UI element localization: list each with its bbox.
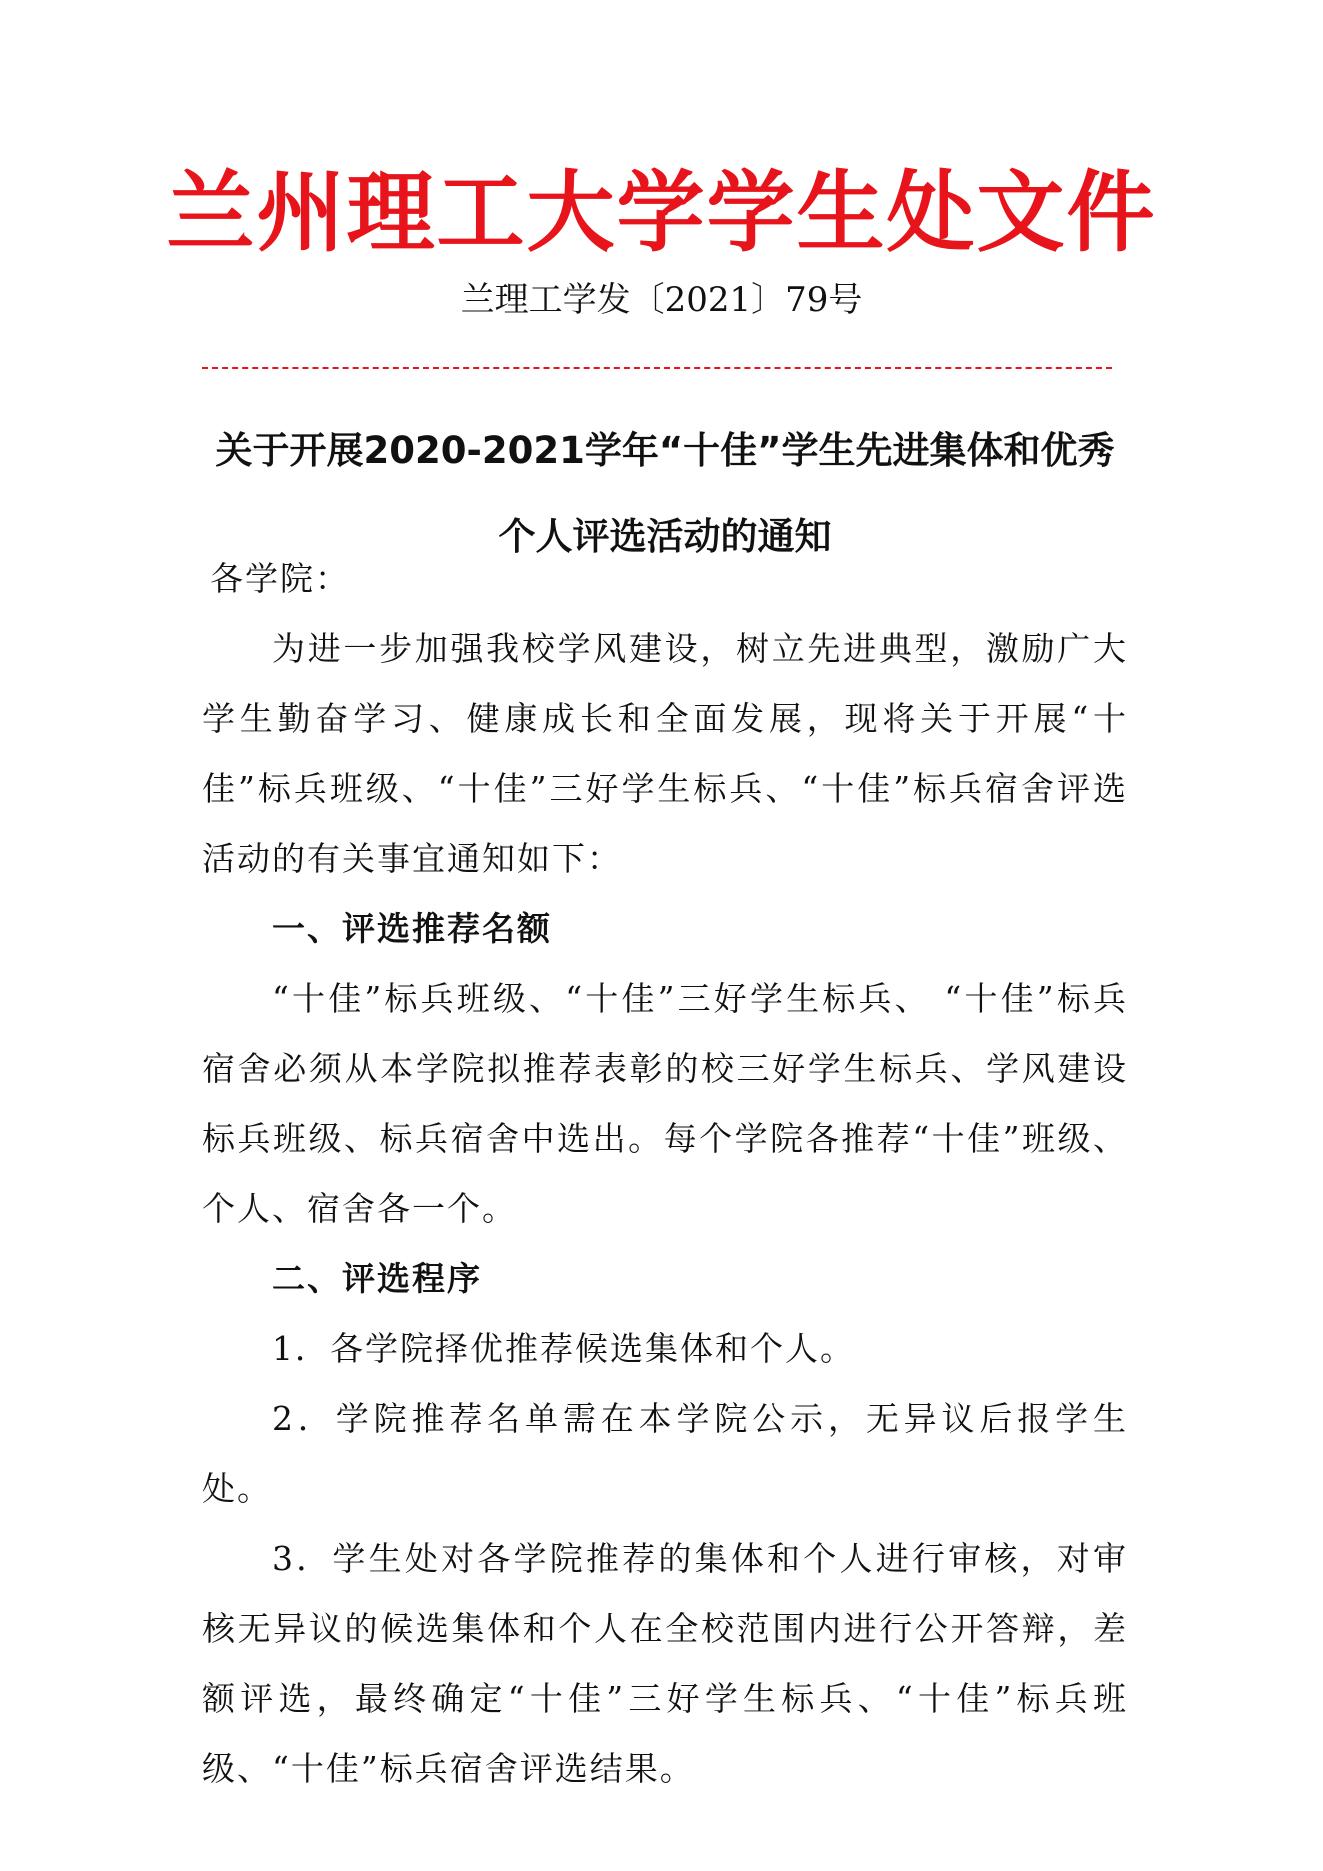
section-heading-procedure: 二、评选程序 bbox=[272, 1259, 482, 1298]
intro-paragraph: 为进一步加强我校学风建设，树立先进典型，激励广大学生勤奋学习、健康成长和全面发展，现将关于开展“十佳”标兵班级、“十佳”三好学生标兵、“十佳”标兵宿舍评选活动的有关事宜通知如下： bbox=[202, 629, 1128, 878]
section-quota-paragraph: “十佳”标兵班级、“十佳”三好学生标兵、 “十佳”标兵宿舍必须从本学院拟推荐表彰的校三好学生标兵、学风建设标兵班级、标兵宿舍中选出。每个学院各推荐“十佳”班级、个人、宿舍各一个。 bbox=[202, 979, 1128, 1228]
procedure-step: 2．学院推荐名单需在本学院公示，无异议后报学生处。 bbox=[202, 1399, 1128, 1508]
procedure-step: 1．各学院择优推荐候选集体和个人。 bbox=[272, 1329, 855, 1368]
document-number: 兰理工学发〔2021〕79号 bbox=[460, 280, 863, 320]
document-header-title: 兰州理工大学学生处文件 bbox=[166, 161, 1157, 264]
document-body bbox=[202, 544, 1128, 1804]
procedure-step: 3．学生处对各学院推荐的集体和个人进行审核，对审核无异议的候选集体和个人在全校范围内进行公开答辩，差额评选，最终确定“十佳”三好学生标兵、“十佳”标兵班级、“十佳”标兵宿舍评选结果。 bbox=[202, 1539, 1128, 1788]
notice-title: 关于开展2020-2021学年“十佳”学生先进集体和优秀个人评选活动的通知 bbox=[215, 429, 1115, 558]
salutation: 各学院： bbox=[210, 559, 350, 598]
header-divider bbox=[202, 367, 1112, 369]
section-heading-quota: 一、评选推荐名额 bbox=[272, 909, 552, 948]
